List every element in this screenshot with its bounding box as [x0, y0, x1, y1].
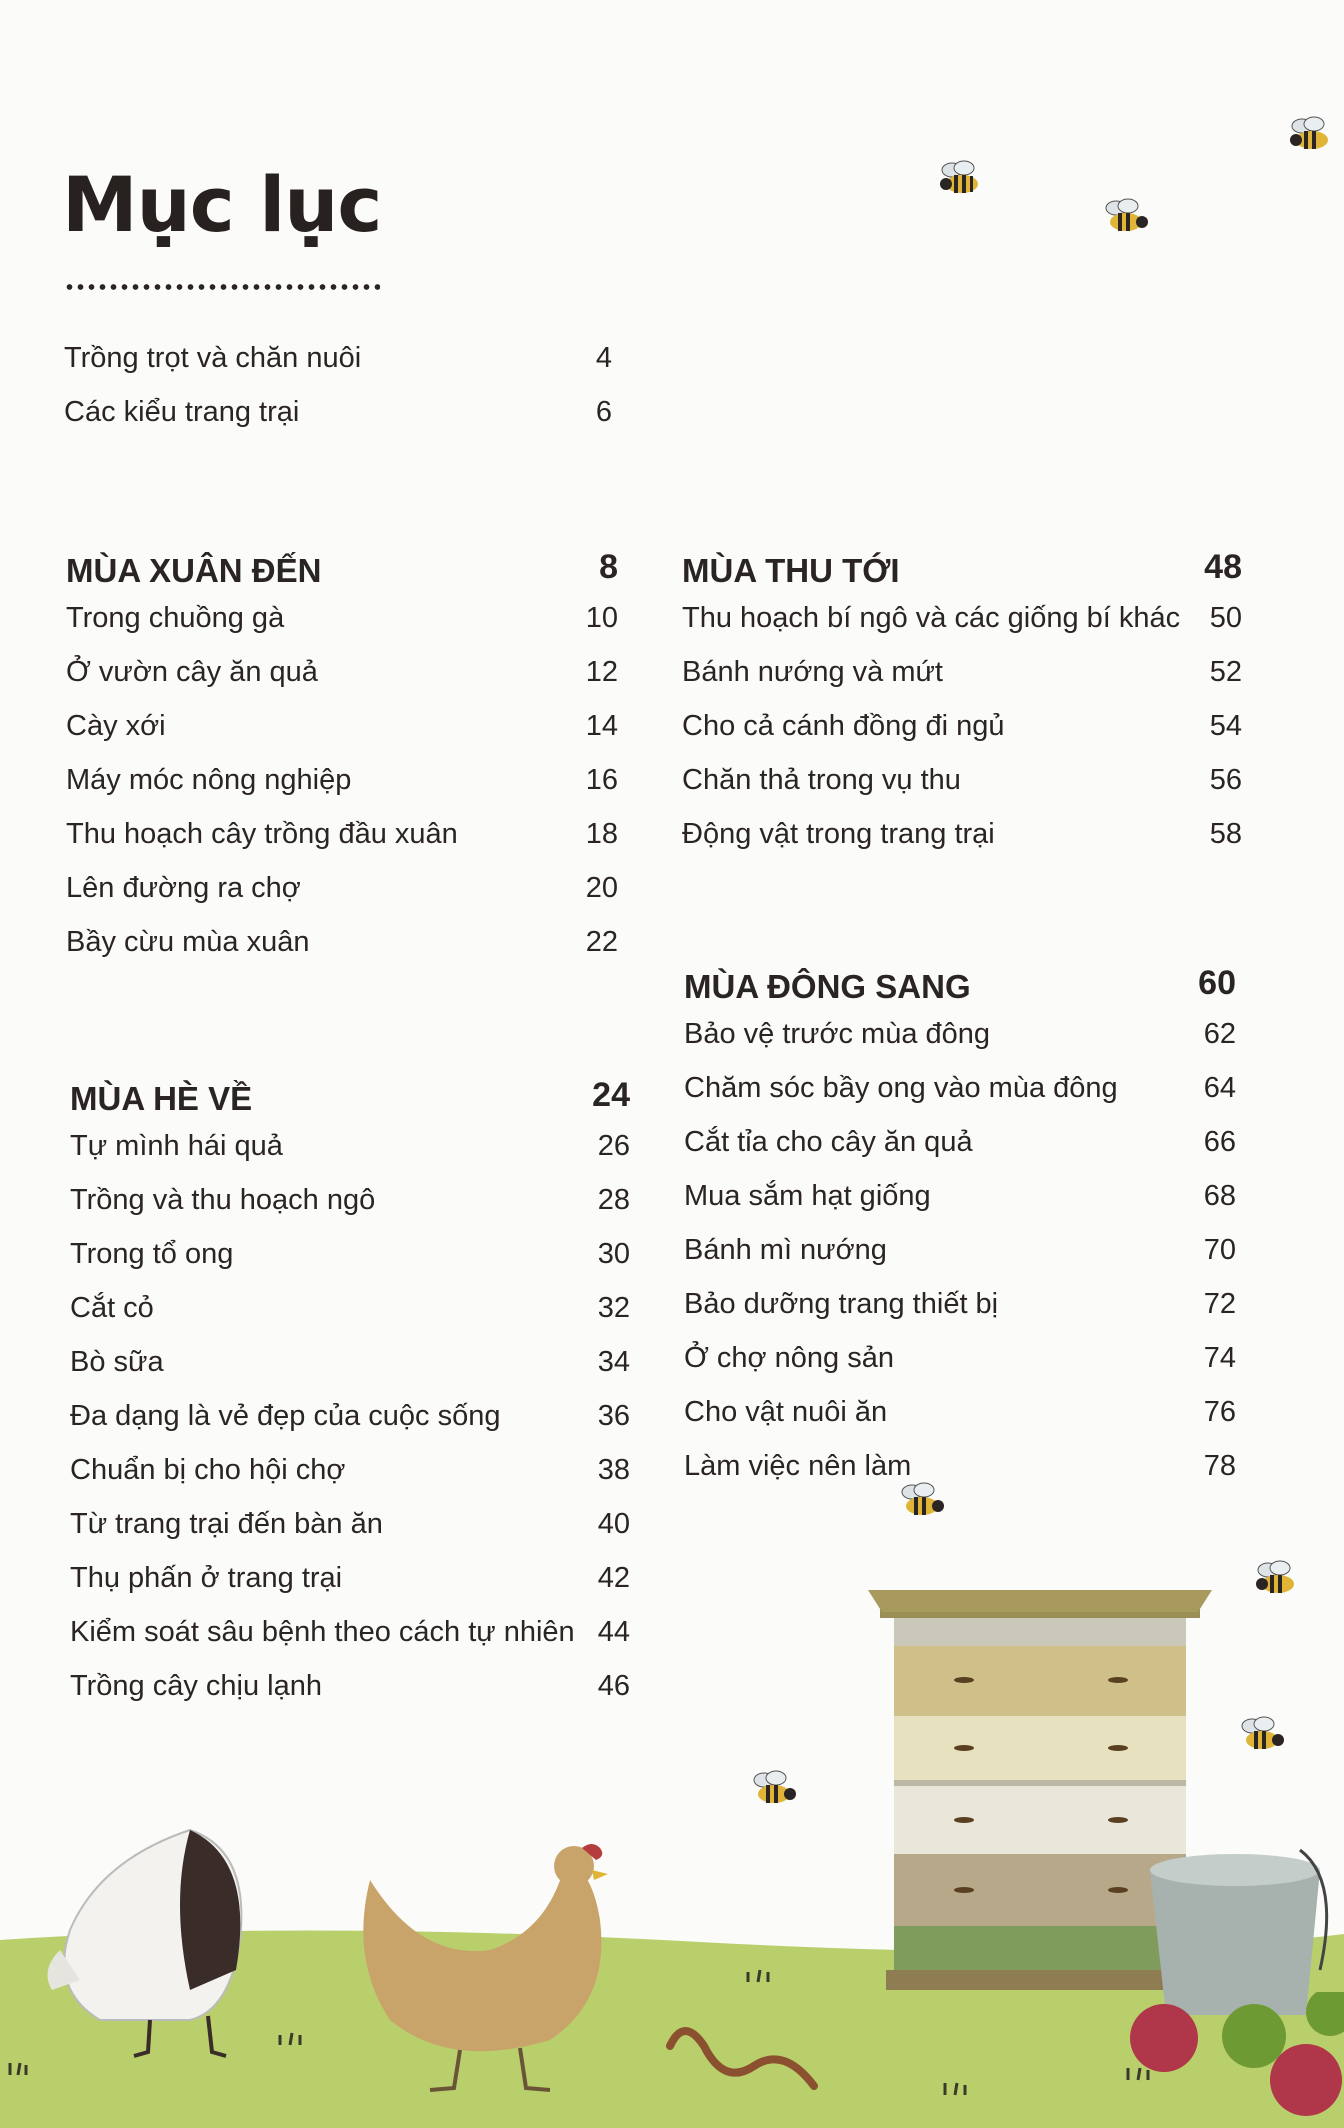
section-heading-label: MÙA THU TỚI [682, 552, 900, 589]
toc-entry-page: 66 [1203, 1126, 1236, 1158]
section-heading-label: MÙA XUÂN ĐẾN [66, 552, 322, 589]
bee-icon [746, 1770, 802, 1810]
toc-entry[interactable] [70, 1616, 630, 1670]
toc-entry[interactable] [682, 656, 1242, 710]
hen-icon [330, 1840, 630, 2100]
toc-entry-label: Thu hoạch bí ngô và các giống bí khác [682, 602, 1181, 634]
toc-entry[interactable] [682, 602, 1242, 656]
toc-entry-label: Ở vườn cây ăn quả [66, 656, 318, 688]
toc-entry-label: Bò sữa [70, 1346, 164, 1378]
toc-entry-page: 50 [1209, 602, 1242, 634]
section-winter [684, 964, 1236, 1504]
toc-entry-page: 72 [1203, 1288, 1236, 1320]
section-heading-page: 8 [599, 548, 618, 586]
bee-icon [1250, 1560, 1306, 1600]
toc-entry[interactable] [70, 1292, 630, 1346]
toc-entry-page: 78 [1203, 1450, 1236, 1482]
section-heading[interactable] [684, 964, 1236, 1018]
toc-entry[interactable] [70, 1562, 630, 1616]
section-heading-page: 24 [592, 1076, 630, 1114]
toc-entry[interactable] [684, 1234, 1236, 1288]
toc-entry[interactable] [70, 1346, 630, 1400]
toc-entry-page: 12 [585, 656, 618, 688]
bee-icon [1234, 1716, 1290, 1756]
toc-entry[interactable] [682, 710, 1242, 764]
toc-entry-label: Trồng cây chịu lạnh [70, 1670, 323, 1702]
intro-list [64, 342, 612, 450]
toc-entry-page: 30 [597, 1238, 630, 1270]
section-heading[interactable] [682, 548, 1242, 602]
toc-entry[interactable] [684, 1180, 1236, 1234]
toc-entry-page: 42 [597, 1562, 630, 1594]
toc-entry-label: Bảo vệ trước mùa đông [684, 1018, 991, 1050]
toc-entry-label: Cho vật nuôi ăn [684, 1396, 888, 1428]
toc-entry[interactable] [684, 1450, 1236, 1504]
toc-entry-label: Đa dạng là vẻ đẹp của cuộc sống [70, 1400, 501, 1432]
toc-entry-label: Máy móc nông nghiệp [66, 764, 352, 796]
toc-entry[interactable] [66, 710, 618, 764]
bee-icon [1098, 198, 1154, 238]
toc-entry-label: Thu hoạch cây trồng đầu xuân [66, 818, 458, 850]
toc-entry[interactable] [70, 1454, 630, 1508]
toc-entry[interactable] [684, 1126, 1236, 1180]
toc-entry-page: 52 [1209, 656, 1242, 688]
toc-entry-page: 6 [595, 396, 612, 428]
toc-entry-page: 34 [597, 1346, 630, 1378]
toc-entry-label: Trồng và thu hoạch ngô [70, 1184, 376, 1216]
toc-entry-page: 38 [597, 1454, 630, 1486]
toc-entry[interactable] [682, 818, 1242, 872]
section-heading[interactable] [66, 548, 618, 602]
toc-entry[interactable] [66, 926, 618, 980]
section-heading[interactable] [70, 1076, 630, 1130]
toc-entry-label: Trồng trọt và chăn nuôi [64, 342, 362, 374]
toc-entry-page: 18 [585, 818, 618, 850]
toc-entry-page: 68 [1203, 1180, 1236, 1212]
toc-entry-label: Làm việc nên làm [684, 1450, 912, 1482]
page-title: Mục lục [62, 160, 382, 249]
toc-entry[interactable] [70, 1238, 630, 1292]
toc-entry[interactable] [66, 656, 618, 710]
toc-entry-page: 32 [597, 1292, 630, 1324]
section-heading-label: MÙA ĐÔNG SANG [684, 968, 971, 1005]
bee-icon [934, 160, 990, 200]
toc-entry-label: Bánh mì nướng [684, 1234, 887, 1266]
toc-entry[interactable] [66, 818, 618, 872]
toc-entry-label: Từ trang trại đến bàn ăn [70, 1508, 383, 1540]
toc-entry-page: 26 [597, 1130, 630, 1162]
apple-icon [1120, 1992, 1344, 2128]
toc-entry[interactable] [66, 872, 618, 926]
toc-entry[interactable] [64, 342, 612, 396]
toc-entry-label: Cắt cỏ [70, 1292, 154, 1324]
toc-entry-page: 4 [595, 342, 612, 374]
hen-icon [40, 1820, 270, 2060]
toc-entry-label: Trong chuồng gà [66, 602, 285, 634]
toc-entry-page: 28 [597, 1184, 630, 1216]
dotted-divider [64, 282, 380, 292]
toc-entry-label: Bảo dưỡng trang thiết bị [684, 1288, 999, 1320]
toc-entry-label: Ở chợ nông sản [684, 1342, 894, 1374]
toc-entry[interactable] [682, 764, 1242, 818]
toc-entry-label: Chuẩn bị cho hội chợ [70, 1454, 346, 1486]
toc-entry-label: Chăm sóc bầy ong vào mùa đông [684, 1072, 1118, 1104]
toc-entry[interactable] [70, 1130, 630, 1184]
toc-entry-page: 20 [585, 872, 618, 904]
section-heading-page: 48 [1204, 548, 1242, 586]
section-autumn [682, 548, 1242, 872]
toc-entry-label: Động vật trong trang trại [682, 818, 995, 850]
toc-entry[interactable] [70, 1670, 630, 1724]
toc-entry[interactable] [684, 1018, 1236, 1072]
toc-entry[interactable] [684, 1072, 1236, 1126]
toc-entry-page: 14 [585, 710, 618, 742]
toc-entry-label: Cho cả cánh đồng đi ngủ [682, 710, 1005, 742]
toc-entry[interactable] [684, 1342, 1236, 1396]
toc-entry-page: 44 [597, 1616, 630, 1648]
toc-entry-page: 74 [1203, 1342, 1236, 1374]
toc-entry-label: Bánh nướng và mứt [682, 656, 943, 688]
toc-entry-page: 16 [585, 764, 618, 796]
toc-entry-page: 10 [585, 602, 618, 634]
toc-entry-label: Mua sắm hạt giống [684, 1180, 931, 1212]
toc-entry-label: Lên đường ra chợ [66, 872, 301, 904]
toc-entry[interactable] [66, 764, 618, 818]
toc-entry[interactable] [70, 1184, 630, 1238]
toc-entry[interactable] [684, 1396, 1236, 1450]
worm-icon [664, 2016, 824, 2106]
toc-entry-page: 70 [1203, 1234, 1236, 1266]
toc-entry-label: Kiểm soát sâu bệnh theo cách tự nhiên [70, 1616, 575, 1648]
toc-entry-label: Tự mình hái quả [70, 1130, 283, 1162]
bee-icon [894, 1482, 950, 1522]
toc-entry-page: 62 [1203, 1018, 1236, 1050]
toc-entry-label: Trong tổ ong [70, 1238, 234, 1270]
toc-entry-page: 40 [597, 1508, 630, 1540]
toc-entry-label: Chăn thả trong vụ thu [682, 764, 961, 796]
toc-entry-page: 58 [1209, 818, 1242, 850]
section-heading-page: 60 [1198, 964, 1236, 1002]
toc-entry-page: 56 [1209, 764, 1242, 796]
toc-entry-page: 64 [1203, 1072, 1236, 1104]
section-spring [66, 548, 618, 980]
section-summer [70, 1076, 630, 1724]
toc-entry[interactable] [684, 1288, 1236, 1342]
toc-entry[interactable] [70, 1508, 630, 1562]
toc-entry[interactable] [64, 396, 612, 450]
toc-entry-page: 46 [597, 1670, 630, 1702]
toc-entry-page: 22 [585, 926, 618, 958]
toc-entry-label: Thụ phấn ở trang trại [70, 1562, 343, 1594]
toc-entry-label: Bầy cừu mùa xuân [66, 926, 310, 958]
section-heading-label: MÙA HÈ VỀ [70, 1080, 253, 1117]
toc-entry-page: 36 [597, 1400, 630, 1432]
toc-entry-label: Các kiểu trang trại [64, 396, 300, 428]
toc-entry-page: 54 [1209, 710, 1242, 742]
toc-entry-label: Cắt tỉa cho cây ăn quả [684, 1126, 973, 1158]
toc-entry[interactable] [66, 602, 618, 656]
bee-icon [1284, 116, 1340, 156]
toc-entry[interactable] [70, 1400, 630, 1454]
toc-entry-page: 76 [1203, 1396, 1236, 1428]
toc-entry-label: Cày xới [66, 710, 166, 742]
